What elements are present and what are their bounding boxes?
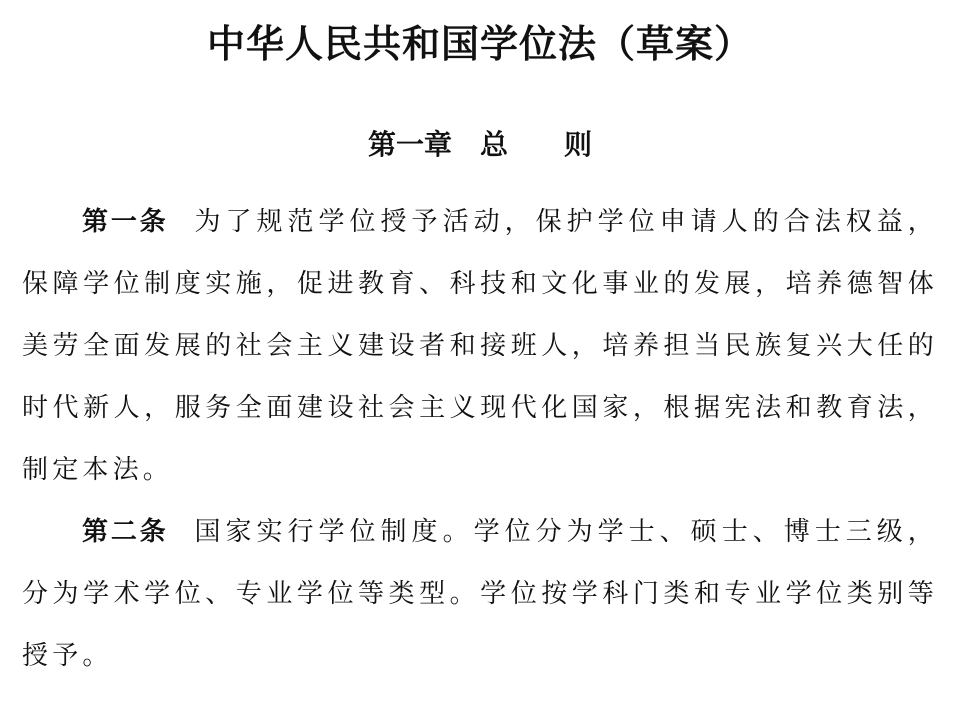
article-text: 为了规范学位授予活动，保护学位申请人的合法权益，保障学位制度实施，促进教育、科技和文化事业的发展，培养德智体美劳全面发展的社会主义建设者和接班人，培养担当民族复兴大任的时代新人，服务全面建设社会主义现代化国家，根据宪法和教育法，制定本法。 — [22, 207, 938, 485]
document-title: 中华人民共和国学位法（草案） — [206, 22, 753, 66]
article-1 — [22, 191, 938, 501]
chapter-heading: 第一章 总 则 — [367, 128, 592, 161]
article-number: 第一条 — [82, 207, 169, 237]
article-number: 第二条 — [82, 517, 169, 547]
article-2 — [22, 501, 938, 687]
article-text: 国家实行学位制度。学位分为学士、硕士、博士三级，分为学术学位、专业学位等类型。学位按学科门类和专业学位类别等授予。 — [22, 517, 938, 671]
